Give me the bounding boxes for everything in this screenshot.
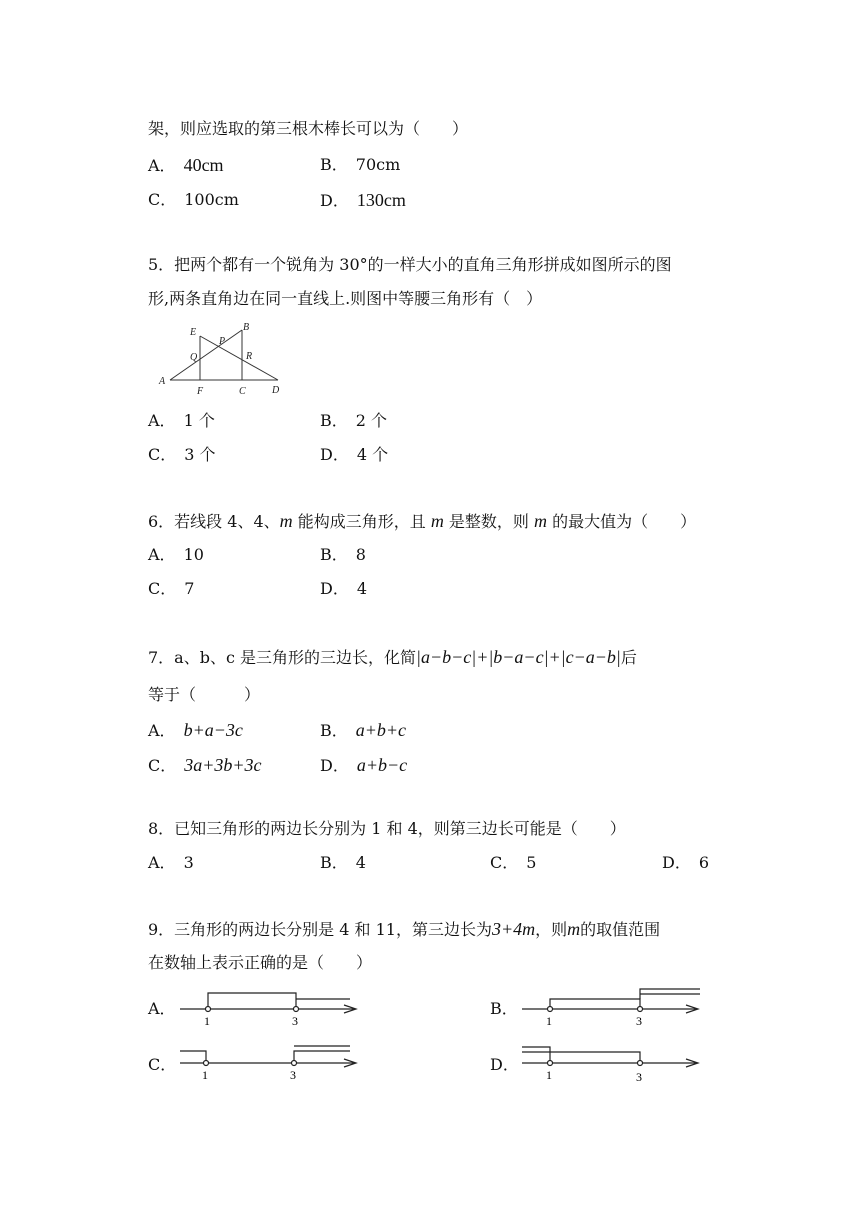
q7-stem-line2: 等于（ ） xyxy=(148,685,261,704)
tick-label: 3 xyxy=(636,1014,642,1027)
option-label: A． xyxy=(148,411,176,430)
option-value: 3a+3b+3c xyxy=(184,755,262,775)
q8-option-a[interactable] xyxy=(148,852,194,874)
var-m: m xyxy=(567,919,581,939)
q7-option-b[interactable] xyxy=(320,719,406,742)
var-m: m xyxy=(430,511,444,531)
option-value: 6 xyxy=(698,853,710,872)
q9-option-d-label[interactable]: D． xyxy=(490,1055,519,1074)
q5-triangle-figure xyxy=(150,318,290,398)
option-label: D． xyxy=(320,579,349,598)
open-point xyxy=(206,1007,211,1012)
tick-label: 1 xyxy=(202,1068,208,1082)
q9-option-a-number-line[interactable] xyxy=(178,985,368,1027)
q8-option-b[interactable] xyxy=(320,852,366,874)
option-label: B． xyxy=(320,853,348,872)
tick-label: 3 xyxy=(292,1014,298,1027)
option-label: B． xyxy=(320,411,348,430)
tick-label: 1 xyxy=(546,1068,552,1082)
option-value: 8 xyxy=(355,545,366,564)
option-value: 130cm xyxy=(356,190,406,210)
q7-stem-b: 后 xyxy=(620,648,637,667)
option-label: A． xyxy=(148,156,176,175)
q7-option-d[interactable] xyxy=(320,754,407,777)
label-p: P xyxy=(219,336,226,347)
option-value: 4 个 xyxy=(356,445,389,464)
option-label: C． xyxy=(148,445,177,464)
q9-stem-b: ，则 xyxy=(535,920,568,939)
q4-option-c[interactable] xyxy=(148,189,239,211)
option-value: a+b+c xyxy=(355,720,407,740)
q5-option-b[interactable] xyxy=(320,410,387,432)
q9-expression: 3+4m xyxy=(491,919,536,939)
option-value: 3 xyxy=(183,853,194,872)
segment-ab xyxy=(170,330,242,380)
option-value: 100cm xyxy=(184,190,239,209)
open-point xyxy=(548,1061,553,1066)
q4-option-b[interactable] xyxy=(320,154,400,176)
open-point xyxy=(548,1007,553,1012)
q6-stem-c: 是整数，则 xyxy=(443,512,535,531)
range-bracket xyxy=(522,1047,550,1063)
tick-label: 3 xyxy=(290,1068,296,1082)
q8-option-d[interactable] xyxy=(662,852,709,874)
option-value: 4 xyxy=(355,853,366,872)
q9-option-b-number-line[interactable] xyxy=(520,985,710,1027)
range-bracket xyxy=(180,1051,206,1063)
option-label: C． xyxy=(148,579,177,598)
q6-option-a[interactable] xyxy=(148,544,204,566)
q9-stem-line2: 在数轴上表示正确的是（ ） xyxy=(148,953,373,972)
q9-option-b-label[interactable]: B． xyxy=(490,999,518,1018)
option-value: 3 个 xyxy=(184,445,216,464)
option-value: 2 个 xyxy=(355,411,388,430)
option-label: D． xyxy=(320,756,349,775)
tick-label: 1 xyxy=(204,1014,210,1027)
label-b: B xyxy=(243,322,250,333)
q6-stem xyxy=(148,510,696,533)
tick-label: 1 xyxy=(546,1014,552,1027)
q8-stem: 8．已知三角形的两边长分别为 1 和 4，则第三边长可能是（ ） xyxy=(148,819,626,838)
q5-option-d[interactable] xyxy=(320,444,388,466)
range-bracket xyxy=(522,1052,640,1063)
q7-option-a[interactable] xyxy=(148,719,243,742)
label-e: E xyxy=(190,327,197,338)
tick-label: 3 xyxy=(636,1070,642,1084)
q9-option-c-label[interactable]: C． xyxy=(148,1055,177,1074)
option-value: 7 xyxy=(184,579,195,598)
option-label: D． xyxy=(662,853,691,872)
q5-option-c[interactable] xyxy=(148,444,216,466)
q8-option-c[interactable] xyxy=(490,852,536,874)
option-label: A． xyxy=(148,721,176,740)
q6-stem-d: 的最大值为（ ） xyxy=(547,512,697,531)
open-point xyxy=(294,1007,299,1012)
label-r: R xyxy=(246,351,253,362)
q5-stem-line1: 5．把两个都有一个锐角为 30°的一样大小的直角三角形拼成如图所示的图 xyxy=(148,255,672,274)
open-point xyxy=(638,1061,643,1066)
q9-stem-line1 xyxy=(148,918,660,941)
q7-option-c[interactable] xyxy=(148,754,262,777)
option-label: A． xyxy=(148,545,176,564)
option-value: 1 个 xyxy=(183,411,215,430)
q4-option-a[interactable] xyxy=(148,154,224,177)
option-value: 70cm xyxy=(355,155,401,174)
option-value: b+a−3c xyxy=(183,720,243,740)
open-point xyxy=(292,1061,297,1066)
q9-stem-c: 的取值范围 xyxy=(580,920,661,939)
q7-stem-line1 xyxy=(148,646,637,669)
option-label: B． xyxy=(320,155,348,174)
q9-option-c-number-line[interactable] xyxy=(178,1041,368,1083)
q6-option-b[interactable] xyxy=(320,544,366,566)
option-label: D． xyxy=(320,445,349,464)
option-label: D． xyxy=(320,191,349,210)
q6-option-d[interactable] xyxy=(320,578,367,600)
q4-option-d[interactable] xyxy=(320,189,406,212)
range-bracket xyxy=(208,993,296,1009)
label-d: D xyxy=(272,385,280,396)
option-label: B． xyxy=(320,545,348,564)
open-point xyxy=(204,1061,209,1066)
option-label: C． xyxy=(148,756,177,775)
option-label: C． xyxy=(148,190,177,209)
var-m: m xyxy=(534,511,548,531)
range-bracket xyxy=(294,1051,350,1063)
q9-option-a-label[interactable]: A． xyxy=(148,999,176,1018)
range-bracket xyxy=(550,999,640,1009)
q9-option-d-number-line[interactable] xyxy=(520,1041,710,1085)
var-m: m xyxy=(279,511,293,531)
q6-option-c[interactable] xyxy=(148,578,194,600)
q5-option-a[interactable] xyxy=(148,410,215,432)
label-f: F xyxy=(197,386,204,397)
q6-stem-a: 6．若线段 4、4、 xyxy=(148,512,280,531)
option-value: a+b−c xyxy=(356,755,408,775)
q7-expression: |a−b−c|+|b−a−c|+|c−a−b| xyxy=(416,647,621,667)
label-a: A xyxy=(159,376,166,387)
q7-stem-a: 7．a、b、c 是三角形的三边长，化简 xyxy=(148,648,417,667)
q4-stem: 架，则应选取的第三根木棒长可以为（ ） xyxy=(148,119,469,138)
q9-stem-a: 9．三角形的两边长分别是 4 和 11，第三边长为 xyxy=(148,920,492,939)
option-label: C． xyxy=(490,853,519,872)
option-value: 5 xyxy=(526,853,537,872)
option-value: 40cm xyxy=(183,155,224,175)
option-label: A． xyxy=(148,853,176,872)
open-point xyxy=(638,1007,643,1012)
option-label: B． xyxy=(320,721,348,740)
label-c: C xyxy=(239,386,246,397)
segment-ed xyxy=(200,336,278,380)
q6-stem-b: 能构成三角形，且 xyxy=(292,512,431,531)
option-value: 10 xyxy=(183,545,204,564)
q5-stem-line2: 形,两条直角边在同一直线上.则图中等腰三角形有（ ） xyxy=(148,289,543,308)
label-q: Q xyxy=(190,352,198,363)
option-value: 4 xyxy=(356,579,368,598)
